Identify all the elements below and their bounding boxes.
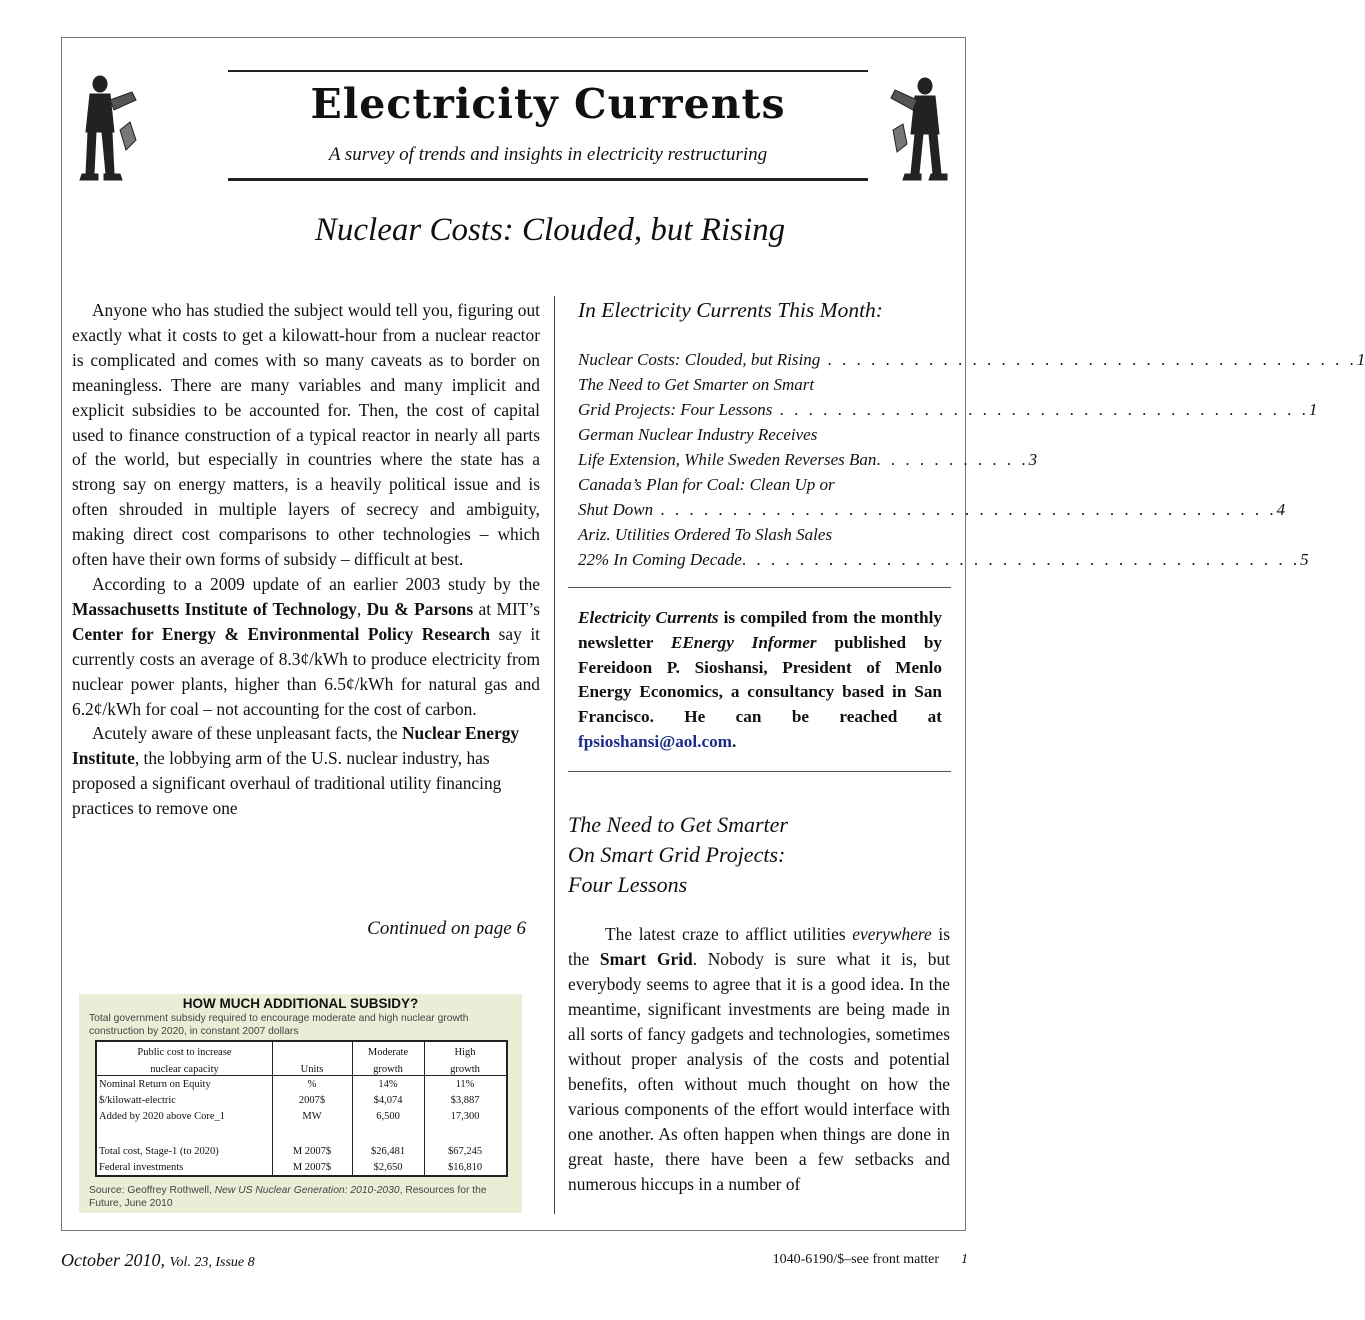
- row-units: M 2007$: [292, 1162, 332, 1173]
- p2-text-b: at MIT’s: [473, 598, 540, 619]
- row-label: Federal investments: [99, 1162, 184, 1173]
- source-text-a: Source: Geoffrey Rothwell,: [89, 1185, 215, 1196]
- blurb-bottom-rule: [568, 771, 951, 772]
- main-article-paragraph-3: [72, 721, 540, 821]
- toc-entry-title: The Need to Get Smarter on Smart: [578, 375, 815, 394]
- masthead-top-rule: [228, 70, 868, 72]
- footer-issn: 1040-6190/$–see front matter: [772, 1252, 939, 1267]
- masthead-title: Electricity Currents: [310, 80, 786, 128]
- toc-entry-title: Ariz. Utilities Ordered To Slash Sales: [578, 525, 833, 544]
- header-high-growth: [424, 1047, 506, 1076]
- toc-entry-title: German Nuclear Industry Receives: [578, 425, 818, 444]
- continued-on-page-link[interactable]: Continued on page 6: [367, 918, 526, 939]
- row-high: 11%: [455, 1079, 475, 1090]
- header-col4-line2: growth: [450, 1064, 480, 1075]
- toc-page-number: 5: [1300, 550, 1309, 569]
- ceepr-name: Center for Energy & Environmental Policy Research: [72, 623, 491, 644]
- footer-issue-info: [61, 1250, 255, 1271]
- toc-heading: In Electricity Currents This Month:: [578, 298, 883, 322]
- header-col1-line2: nuclear capacity: [150, 1064, 219, 1075]
- article2-text-a: The latest craze to afflict utilities: [605, 924, 853, 944]
- row-label: Nominal Return on Equity: [99, 1079, 211, 1090]
- header-col1-line1: Public cost to increase: [137, 1047, 232, 1058]
- subsidy-table-source: [89, 1185, 514, 1210]
- toc-page-number: 1: [1356, 350, 1365, 369]
- blurb-publication-name: Electricity Currents: [578, 608, 719, 627]
- masthead-bottom-rule: [228, 178, 868, 181]
- mit-name: Massachusetts Institute of Technology: [72, 598, 357, 619]
- smart-grid-article-title: [568, 810, 948, 900]
- toc-entry-title: Canada’s Plan for Coal: Clean Up or: [578, 475, 835, 494]
- toc-leader-dots: . . . . . . . . . . . . . . . . . . . . . . . . . . . . . . . . . . . . .: [772, 400, 1309, 419]
- row-units: MW: [302, 1111, 322, 1122]
- row-high: $3,887: [450, 1095, 480, 1106]
- article2-title-line2: On Smart Grid Projects:: [568, 842, 786, 867]
- article-headline: Nuclear Costs: Clouded, but Rising: [314, 212, 786, 248]
- toc-entry-german-nuclear[interactable]: [578, 422, 948, 447]
- p3-text-a: Acutely aware of these unpleasant facts, the: [92, 723, 402, 744]
- subsidy-table-figure: [79, 994, 522, 1213]
- column-divider: [554, 296, 555, 1214]
- footer-date: October 2010,: [61, 1250, 170, 1270]
- toc-entry-arizona-utilities[interactable]: [578, 547, 1309, 572]
- row-label: Total cost, Stage-1 (to 2020): [99, 1146, 219, 1157]
- header-moderate-growth: [352, 1047, 424, 1076]
- row-moderate: $4,074: [373, 1095, 403, 1106]
- toc-leader-dots: . . . . . . . . . . . . . . . . . . . . . . . . . . . . . . . . . . . . . . .: [741, 550, 1301, 569]
- toc-entry-title: Life Extension, While Sweden Reverses Ban: [578, 450, 877, 469]
- source-text-b: , Resources for the Future, June 2010: [89, 1185, 487, 1209]
- toc-entry-arizona-utilities[interactable]: [578, 522, 948, 547]
- row-moderate: 6,500: [376, 1111, 400, 1122]
- blurb-newsletter-name: EEnergy Informer: [670, 632, 817, 652]
- row-label: Added by 2020 above Core_1: [99, 1111, 225, 1122]
- footer-volume: Vol. 23, Issue 8: [169, 1255, 255, 1270]
- toc-entry-title: Grid Projects: Four Lessons: [578, 400, 773, 419]
- subsidy-table-title: HOW MUCH ADDITIONAL SUBSIDY?: [182, 996, 419, 1011]
- header-col4-line1: High: [454, 1047, 476, 1058]
- article2-title-line3: Four Lessons: [568, 872, 688, 897]
- p3-text-b: , the lobbying arm of the U.S. nuclear industry, has proposed a significant overhaul of traditional utility financing practices to remove one: [72, 748, 502, 819]
- engraving-figure-left: [76, 70, 142, 186]
- toc-entry-nuclear-costs[interactable]: [578, 347, 1365, 372]
- row-moderate: $2,650: [373, 1162, 403, 1173]
- row-units: M 2007$: [292, 1146, 332, 1157]
- main-article: [72, 298, 540, 821]
- table-of-contents: [578, 347, 1365, 572]
- row-units: 2007$: [298, 1095, 326, 1106]
- smart-grid-article-body: [568, 922, 950, 1197]
- toc-leader-dots: . . . . . . . . . . . . . . . . . . . . . . . . . . . . . . . . . . . . .: [820, 350, 1357, 369]
- row-high: $67,245: [447, 1146, 483, 1157]
- toc-leader-dots: . . . . . . . . . . . . . . . . . . . . . . . . . . . . . . . . . . . . . . . . . . .: [653, 500, 1277, 519]
- article2-emphasis: everywhere: [852, 924, 932, 944]
- article2-title-line1: The Need to Get Smarter: [568, 812, 788, 837]
- article2-smart-grid: Smart Grid: [599, 949, 693, 969]
- row-moderate: 14%: [378, 1079, 398, 1090]
- toc-entry-smart-grid[interactable]: [578, 372, 948, 397]
- article2-text-b: is the: [568, 924, 951, 969]
- row-units: %: [307, 1079, 317, 1090]
- nei-name: Nuclear Energy Institute: [72, 723, 520, 769]
- p2-comma: ,: [356, 598, 367, 619]
- toc-entry-canada-coal[interactable]: [578, 497, 1286, 522]
- blurb-text-a: is compiled from the monthly newsletter: [578, 608, 942, 652]
- du-parsons-name: Du & Parsons: [366, 598, 474, 619]
- toc-page-number: 4: [1276, 500, 1286, 519]
- blurb-text-b: published by Fereidoon P. Sioshansi, President of Menlo Energy Economics, a consultancy based in San Francisco. He can be reached at: [578, 632, 942, 727]
- engraving-figure-right: [885, 70, 951, 186]
- toc-page-number: 3: [1028, 450, 1038, 469]
- toc-page-number: 1: [1308, 400, 1318, 419]
- article2-text-c: . Nobody is sure what it is, but everybody seems to agree that it is a good idea. In the meantime, significant investments are being made in all sorts of fancy gadgets and technologies, sometimes without proper analysis of the costs and potential benefits, often without much thought on how the various components of the effort would interface with one another. As often happen when things are done in great haste, there have been a few setbacks and numerous hiccups in a number of: [568, 949, 951, 1194]
- p2-text-a: According to a 2009 update of an earlier 2003 study by the: [92, 573, 540, 594]
- main-article-paragraph-1: Anyone who has studied the subject would tell you, figuring out exactly what it costs to get a kilowatt-hour from a nuclear reactor is complicated and comes with so many caveats as to border on meaningless. There are many variables and many implicit and explicit subsidies to be accounted for. Then, the cost of capital used to finance construction of a typical reactor in nearly all parts of the world, but especially in countries where the state has a strong say on energy matters, is a heavily political issue and is often shrouded in multiple layers of secrecy and ambiguity, making direct cost comparisons to other technologies – which often have their own forms of subsidy – difficult at best.: [72, 300, 540, 570]
- toc-entry-title: 22% In Coming Decade: [578, 550, 742, 569]
- subsidy-data-table: [95, 1040, 508, 1177]
- toc-leader-dots: . . . . . . . . . . .: [876, 450, 1029, 469]
- toc-entry-title: Nuclear Costs: Clouded, but Rising: [578, 350, 821, 369]
- row-high: 17,300: [450, 1111, 480, 1122]
- toc-entry-title: Shut Down: [578, 500, 654, 519]
- toc-entry-german-nuclear[interactable]: [578, 447, 1038, 472]
- header-col3-line1: Moderate: [367, 1047, 409, 1058]
- header-public-cost: [97, 1047, 272, 1076]
- contact-email-link[interactable]: fpsioshansi@aol.com: [578, 731, 732, 751]
- header-col3-line2: growth: [373, 1064, 403, 1075]
- main-article-paragraph-2: [72, 572, 540, 721]
- masthead-subtitle: A survey of trends and insights in electricity restructuring: [328, 144, 768, 165]
- blurb-period: .: [732, 731, 737, 751]
- source-title: New US Nuclear Generation: 2010-2030: [214, 1185, 400, 1196]
- footer-issn-info: [690, 1252, 968, 1268]
- article2-paragraph: [568, 922, 950, 1197]
- toc-entry-canada-coal[interactable]: [578, 472, 948, 497]
- subsidy-table-subtitle: Total government subsidy required to encourage moderate and high nuclear growth construction by 2020, in constant 2007 dollars: [89, 1013, 469, 1037]
- newsletter-blurb: [578, 606, 942, 755]
- toc-bottom-rule: [568, 587, 951, 588]
- row-moderate: $26,481: [370, 1146, 406, 1157]
- row-high: $16,810: [447, 1162, 483, 1173]
- p2-text-c: say it currently costs an average of 8.3¢/kWh to produce electricity from nuclear power plants, higher than 6.5¢/kWh for natural gas and 6.2¢/kWh for coal – not accounting for the cost of carbon.: [72, 623, 541, 719]
- row-label: $/kilowatt-electric: [99, 1095, 176, 1106]
- toc-entry-smart-grid[interactable]: [578, 397, 1318, 422]
- header-units: Units: [300, 1064, 324, 1075]
- footer-page-number: 1: [961, 1252, 968, 1267]
